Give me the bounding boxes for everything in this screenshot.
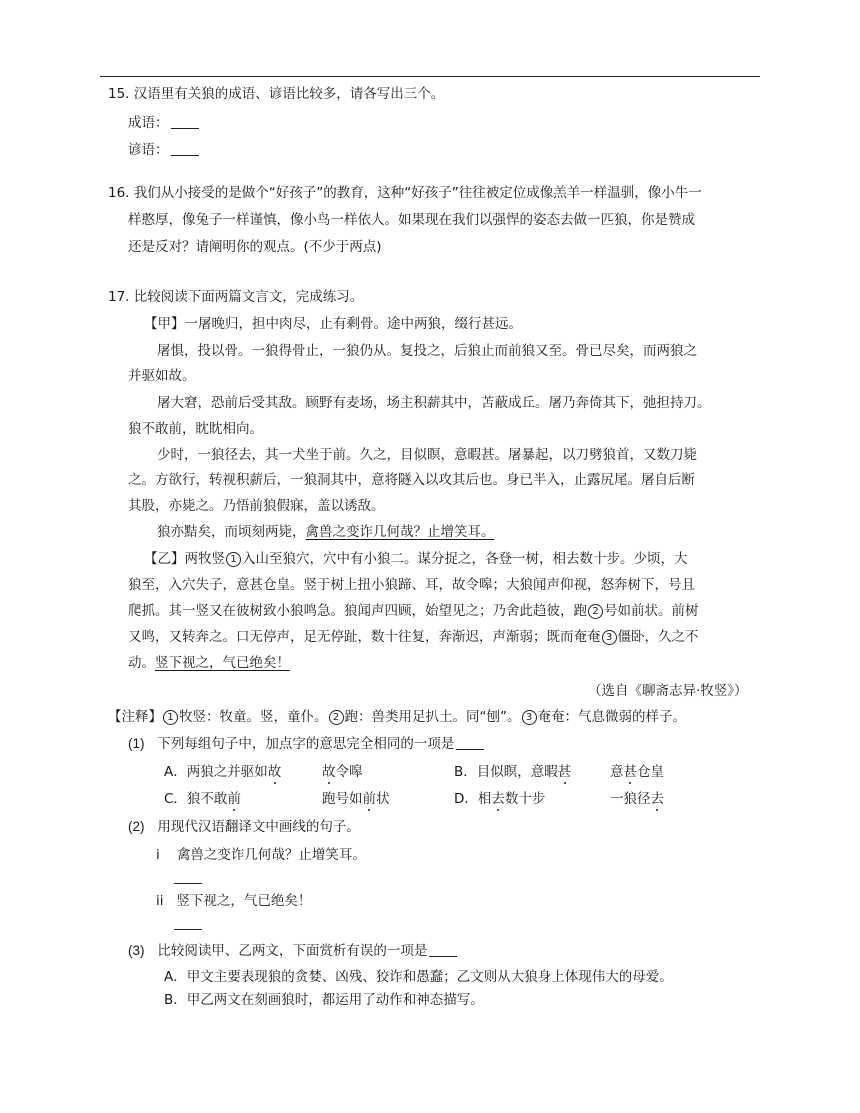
option-c[interactable] [164, 789, 241, 809]
dotted-char: 甚 [557, 764, 572, 780]
option-text: 数十步 [504, 791, 546, 807]
option-b[interactable] [454, 762, 571, 782]
dotted-char: 故 [322, 764, 336, 780]
circled-number-2: 2 [588, 604, 603, 619]
yi-line-4-b: 僵卧，久之不 [617, 629, 699, 645]
yi-line-2: 狼至，入穴失子，意甚仓皇。竖于树上扭小狼蹄、耳，故令嗥；大狼闻声仰视，怒奔树下，号且 [128, 577, 695, 593]
jia-p4-c: 其股，亦毙之。乃悟前狼假寐，盖以诱敌。 [128, 498, 385, 514]
option-c-pair [322, 789, 390, 809]
yi-source: （选自《聊斋志异·牧竖》） [588, 683, 748, 699]
yi-line-4-a: 又鸣，又转奔之。口无停声，足无停趾，数十往复，奔渐迟，声渐弱；既而奄奄 [128, 629, 601, 645]
sub1-number: (1) [128, 736, 145, 751]
circled-number-3: 3 [602, 630, 617, 645]
option-text: C．狼不敢 [164, 791, 228, 807]
note-1: 牧竖：牧童。竖，童仆。 [179, 709, 328, 725]
q16-line-3: 还是反对？请阐明你的观点。(不少于两点) [128, 239, 382, 255]
option-text: B．目似瞑，意暇 [454, 764, 558, 780]
answer-blank[interactable] [171, 114, 199, 129]
sub2-stem: 用现代汉语翻译文中画线的句子。 [157, 819, 360, 835]
item-text: 竖下视之，气已绝矣！ [176, 893, 312, 909]
option-text: A．两狼之并驱如 [164, 764, 268, 780]
answer-blank[interactable] [174, 915, 202, 930]
jia-underlined-sentence: 禽兽之变诈几何哉？止增笑耳。 [305, 524, 495, 540]
jia-p2-a: 屠惧，投以骨。一狼得骨止，一狼仍从。复投之，后狼止而前狼又至。骨已尽矣，而两狼之 [157, 343, 697, 359]
option-a-pair [322, 762, 363, 782]
q16-line-1: 16. 我们从小接受的是做个“好孩子”的教育，这种“好孩子”往往被定位成像羔羊一样温驯，像小牛一 [108, 185, 702, 201]
q16-line-2: 样憨厚，像兔子一样谨慎，像小鸟一样依人。如果现在我们以强悍的姿态去做一匹狼，你是赞成 [128, 212, 695, 228]
top-rule [100, 76, 760, 77]
yi-line-3-b: 号如前状。前树 [604, 603, 699, 619]
item-marker: i [156, 847, 160, 863]
sub3-number: (3) [128, 943, 145, 958]
item-text: 禽兽之变诈几何哉？止增笑耳。 [176, 847, 366, 863]
dotted-char: 故 [267, 764, 282, 780]
option-text: 令嗥 [335, 764, 363, 780]
q15-proverb-label: 谚语： [128, 142, 169, 158]
jia-p1: 【甲】一屠晚归，担中肉尽，止有剩骨。途中两狼，缀行甚远。 [144, 316, 522, 332]
annotation-note [108, 707, 686, 727]
option-a[interactable] [164, 762, 281, 782]
option-d[interactable] [454, 789, 545, 809]
answer-blank[interactable] [429, 942, 457, 957]
q15-stem: 15. 汉语里有关狼的成语、谚语比较多，请各写出三个。 [108, 86, 445, 102]
dotted-char: 前 [227, 791, 241, 807]
circled-number-1: 1 [226, 552, 241, 567]
q15-idiom-line [128, 113, 199, 133]
option-text: D．相 [454, 791, 492, 807]
answer-blank[interactable] [174, 869, 202, 884]
item-marker: ii [156, 893, 164, 909]
answer-blank[interactable] [171, 141, 199, 156]
q17-stem: 17. 比较阅读下面两篇文言文，完成练习。 [108, 289, 364, 305]
option-text: 跑号如 [322, 791, 363, 807]
sub3-stem-line [128, 941, 457, 961]
yi-line-4 [128, 627, 699, 647]
dotted-char: 甚 [623, 764, 637, 780]
jia-p5-text: 狼亦黠矣，而顷刻两毙， [157, 524, 306, 540]
dotted-char: 去 [650, 791, 664, 807]
q15-proverb-line [128, 140, 199, 160]
yi-line-3 [128, 601, 699, 621]
yi-line-1-a: 【乙】两牧竖 [144, 551, 225, 567]
sub1-stem-line [128, 734, 484, 754]
yi-line-5-text: 动。 [128, 655, 155, 671]
answer-blank[interactable] [456, 735, 484, 750]
jia-p5 [157, 522, 495, 542]
sub1-stem: 下列每组句子中，加点字的意思完全相同的一项是 [157, 736, 455, 752]
jia-p2-b: 并驱如故。 [128, 368, 196, 384]
circled-number-3: 3 [522, 710, 537, 725]
note-2: 跑：兽类用足扒土。同“刨”。 [344, 709, 521, 725]
sub3-option-a[interactable]: A．甲文主要表现狼的贪婪、凶残、狡诈和愚蠢；乙文则从大狼身上体现伟大的母爱。 [164, 969, 673, 985]
circled-number-2: 2 [329, 710, 344, 725]
jia-p4-a: 少时，一狼径去，其一犬坐于前。久之，目似瞑，意暇甚。屠暴起，以刀劈狼首，又数刀毙 [157, 447, 697, 463]
yi-line-5 [128, 653, 290, 673]
option-text: 意 [610, 764, 624, 780]
sub3-option-b[interactable]: B．甲乙两文在刻画狼时，都运用了动作和神态描写。 [164, 992, 484, 1008]
dotted-char: 前 [362, 791, 376, 807]
sub2-ii-answer[interactable] [172, 914, 202, 934]
yi-line-1-b: 入山至狼穴，穴中有小狼二。谋分捉之，各登一树，相去数十步。少顷，大 [242, 551, 688, 567]
option-b-pair [610, 762, 664, 782]
jia-p3-a: 屠大窘，恐前后受其敌。顾野有麦场，场主积薪其中，苫蔽成丘。屠乃奔倚其下，弛担持刀。 [157, 395, 711, 411]
option-d-pair [610, 789, 664, 809]
sub2-i-answer[interactable] [172, 868, 202, 888]
sub2-item-ii [156, 891, 311, 911]
note-3: 奄奄：气息微弱的样子。 [537, 709, 686, 725]
sub2-number: (2) [128, 819, 145, 834]
yi-underlined-sentence: 竖下视之，气已绝矣！ [155, 655, 290, 671]
jia-p4-b: 之。方欲行，转视积薪后，一狼洞其中，意将隧入以攻其后也。身已半入，止露尻尾。屠自后断 [128, 472, 695, 488]
circled-number-1: 1 [163, 710, 178, 725]
q15-idiom-label: 成语： [128, 115, 169, 131]
sub2-stem-line [128, 817, 360, 837]
sub2-item-i [156, 845, 366, 865]
dotted-char: 去 [491, 791, 505, 807]
option-text: 仓皇 [637, 764, 664, 780]
sub3-stem: 比较阅读甲、乙两文，下面赏析有误的一项是 [157, 943, 428, 959]
jia-p3-b: 狼不敢前，眈眈相向。 [128, 421, 263, 437]
yi-line-1 [144, 549, 688, 569]
note-label: 【注释】 [108, 709, 162, 725]
option-text: 一狼径 [610, 791, 651, 807]
option-text: 状 [376, 791, 390, 807]
yi-line-3-a: 爬抓。其一竖又在彼树致小狼鸣急。狼闻声四顾，始望见之；乃舍此趋彼，跑 [128, 603, 587, 619]
